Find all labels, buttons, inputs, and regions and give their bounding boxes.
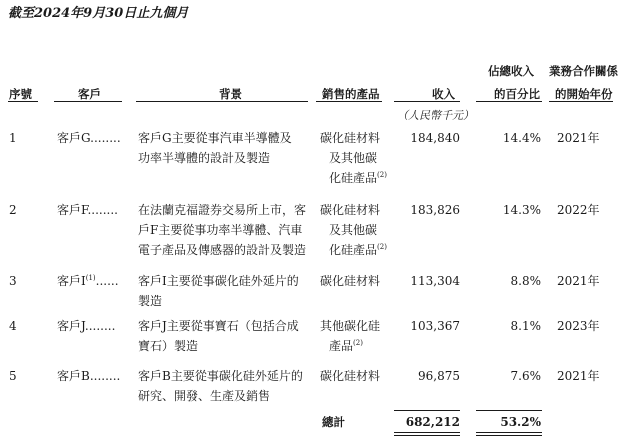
row-product-line: 產品$^{(2)}$ <box>329 339 363 353</box>
report-title: 截至2024年9月30日止九個月 <box>8 6 189 21</box>
header-background: 背景 <box>219 87 242 101</box>
row-revenue: 183,826 <box>410 203 460 217</box>
header-rule-background <box>136 101 308 102</box>
header-rule-revenue <box>394 101 460 102</box>
header-rule-share <box>476 101 542 102</box>
row-background-line: 客戶J主要從事寶石（包括合成 <box>138 319 299 333</box>
unit-label: （人民幣千元） <box>397 109 474 122</box>
row-background-line: 製造 <box>138 294 163 308</box>
row-customer: 客戶$I^{(1)}$...... <box>57 274 119 288</box>
row-percentage: 7.6% <box>510 369 541 383</box>
row-revenue: 113,304 <box>410 274 460 288</box>
row-background-line: 在法蘭克福證券交易所上市，客 <box>138 203 307 217</box>
row-customer: 客戶J........ <box>57 319 116 333</box>
row-percentage: 8.8% <box>510 274 541 288</box>
row-background-line: 寶石）製造 <box>138 339 199 353</box>
row-product-line: 碳化硅材料 <box>320 131 381 145</box>
row-product-line: 碳化硅材料 <box>320 369 381 383</box>
row-product-line: 及其他碳 <box>329 151 378 165</box>
row-revenue: 184,840 <box>410 131 460 145</box>
row-background-line: 電子產品及傳感器的設計及製造 <box>138 243 307 257</box>
total-rule-revenue <box>394 410 460 411</box>
row-customer: 客戶G........ <box>57 131 121 145</box>
header-start-line2: 的開始年份 <box>555 87 613 101</box>
row-product-line: 碳化硅材料 <box>320 203 381 217</box>
total-double-rule-share <box>476 432 542 436</box>
header-start-line1: 業務合作關係 <box>549 64 618 78</box>
total-percentage: 53.2% <box>500 415 541 429</box>
row-start-year: 2023年 <box>557 319 600 333</box>
header-revenue: 收入 <box>432 87 455 101</box>
row-background-line: 功率半導體的設計及製造 <box>138 151 271 165</box>
row-product-line: 其他碳化硅 <box>320 319 381 333</box>
row-percentage: 14.3% <box>502 203 541 217</box>
row-start-year: 2021年 <box>557 369 600 383</box>
row-seq: 2 <box>9 203 17 217</box>
row-percentage: 8.1% <box>510 319 541 333</box>
row-background-line: 客戶B主要從事碳化硅外延片的 <box>138 369 303 383</box>
row-customer: 客戶B........ <box>57 369 121 383</box>
row-product-line: 及其他碳 <box>329 223 378 237</box>
header-rule-customer <box>54 101 122 102</box>
header-rule-start <box>549 101 613 102</box>
header-products: 銷售的產品 <box>322 87 380 101</box>
row-product-line: 化硅產品$^{(2)}$ <box>329 243 387 257</box>
total-rule-share <box>476 410 542 411</box>
row-revenue: 96,875 <box>418 369 460 383</box>
header-share-line1: 佔總收入 <box>488 64 534 78</box>
row-customer: 客戶F........ <box>57 203 118 217</box>
header-rule-seq <box>8 101 38 102</box>
header-seq: 序號 <box>9 87 32 101</box>
row-percentage: 14.4% <box>502 131 541 145</box>
total-double-rule-revenue <box>394 432 460 436</box>
row-background-line: 客戶G主要從事汽車半導體及 <box>138 131 292 145</box>
row-background-line: 客戶I主要從事碳化硅外延片的 <box>138 274 299 288</box>
total-revenue: 682,212 <box>405 415 460 429</box>
row-start-year: 2021年 <box>557 131 600 145</box>
row-start-year: 2021年 <box>557 274 600 288</box>
total-label: 總計 <box>322 415 345 429</box>
row-product-line: 碳化硅材料 <box>320 274 381 288</box>
row-seq: 1 <box>9 131 17 145</box>
row-background-line: 戶F主要從事功率半導體、汽車 <box>138 223 303 237</box>
row-seq: 4 <box>9 319 17 333</box>
row-product-line: 化硅產品$^{(2)}$ <box>329 171 387 185</box>
header-share-line2: 的百分比 <box>494 87 540 101</box>
header-rule-products <box>316 101 382 102</box>
row-start-year: 2022年 <box>557 203 600 217</box>
row-seq: 5 <box>9 369 17 383</box>
row-revenue: 103,367 <box>410 319 460 333</box>
row-background-line: 研究、開發、生產及銷售 <box>138 389 271 403</box>
row-seq: 3 <box>9 274 17 288</box>
header-customer: 客戶 <box>78 87 101 101</box>
